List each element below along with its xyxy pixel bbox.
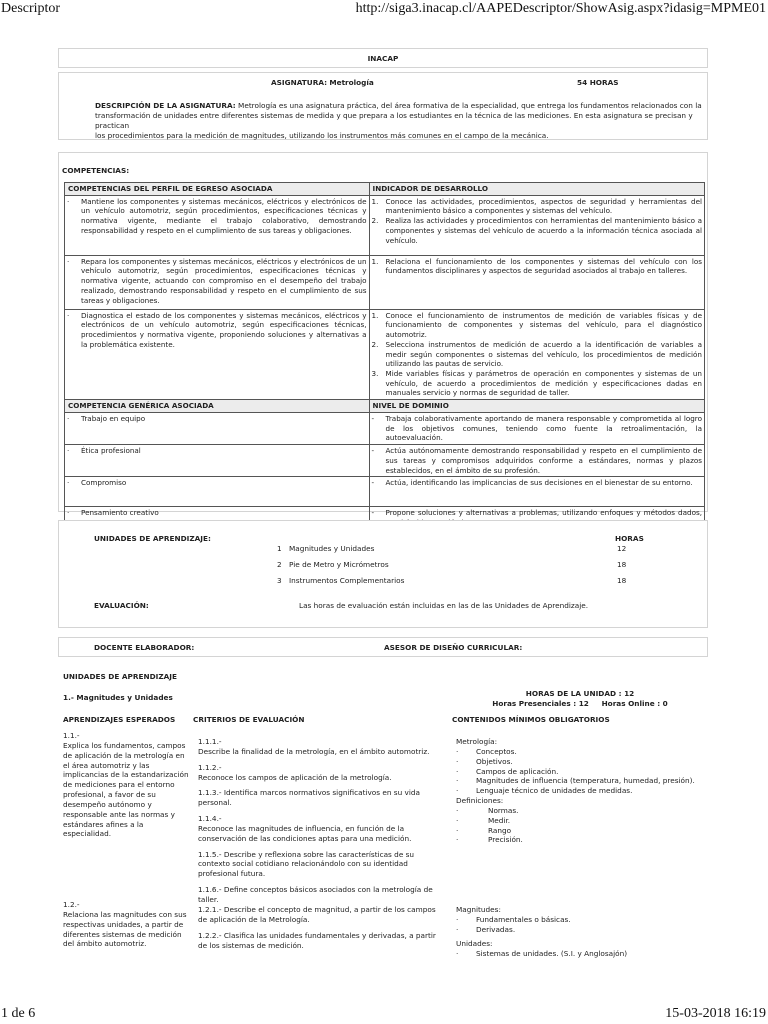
criterio-text: 1.1.3.- Identifica marcos normativos significativos en su vida personal. bbox=[198, 788, 420, 808]
bullet: · bbox=[456, 815, 459, 825]
docente-label: DOCENTE ELABORADOR: bbox=[94, 643, 195, 652]
criterios-1-2 bbox=[198, 905, 443, 950]
browser-url[interactable]: http://siga3.inacap.cl/AAPEDescriptor/ShowAsig.aspx?idasig=MPME01 bbox=[355, 1, 766, 16]
contenidos-heading: Unidades: bbox=[456, 939, 493, 948]
contenido-text: Normas. bbox=[488, 805, 519, 815]
generica-text: Compromiso bbox=[81, 478, 127, 488]
indicador-text: Mide variables físicas y parámetros de operación en componentes y sistemas de un vehículo, de acuerdo a procedimientos de medición y especificaciones dadas en manuales servicio y normas de seguridad de taller. bbox=[385, 369, 702, 398]
browser-title: Descriptor bbox=[1, 1, 61, 16]
contenido-text: Sistemas de unidades. (S.I. y Anglosajón) bbox=[476, 948, 628, 958]
list-number: 1. bbox=[371, 256, 379, 266]
list-item bbox=[198, 905, 443, 925]
bullet: · bbox=[456, 746, 459, 756]
table-row bbox=[65, 309, 705, 399]
aprendizaje-text: Relaciona las magnitudes con sus respectivas unidades, a partir de diferentes sistemas de medición del ámbito automotriz. bbox=[63, 909, 187, 949]
list-item bbox=[456, 816, 716, 826]
list-item bbox=[456, 757, 716, 767]
table-row bbox=[65, 195, 705, 255]
page-count: 1 de 6 bbox=[1, 1006, 36, 1021]
unidad-hours: 12 bbox=[617, 544, 627, 553]
contenidos-heading: Definiciones: bbox=[456, 796, 504, 805]
bullet: · bbox=[67, 508, 70, 518]
bullet: · bbox=[456, 924, 459, 934]
list-item bbox=[456, 776, 716, 786]
horas-presenciales: Horas Presenciales : 12 bbox=[492, 699, 589, 708]
evaluacion-label: EVALUACIÓN: bbox=[94, 601, 149, 610]
list-item bbox=[456, 925, 716, 935]
list-number: 3. bbox=[371, 369, 379, 379]
col-criterios: CRITERIOS DE EVALUACIÓN bbox=[193, 715, 305, 724]
nivel-text: Propone soluciones y alternativas a problemas, utilizando enfoques y métodos dados, bbox=[385, 508, 702, 518]
competencias-title: COMPETENCIAS: bbox=[62, 166, 130, 175]
contenidos-metrologia bbox=[456, 737, 716, 796]
contenido-text: Objetivos. bbox=[476, 756, 513, 766]
contenido-text: Medir. bbox=[488, 815, 511, 825]
contenido-text: Conceptos. bbox=[476, 746, 517, 756]
list-item bbox=[456, 835, 716, 845]
bullet: · bbox=[456, 948, 459, 958]
criterio-number: 1.1.4.- bbox=[198, 814, 222, 824]
unidad-name: Magnitudes y Unidades bbox=[289, 544, 375, 553]
descripcion-label: DESCRIPCIÓN DE LA ASIGNATURA: bbox=[95, 101, 236, 110]
evaluacion-text: Las horas de evaluación están incluidas en las de las Unidades de Aprendizaje. bbox=[299, 601, 589, 610]
asignatura-value: Metrología bbox=[329, 78, 374, 87]
criterio-text: 1.2.1.- Describe el concepto de magnitud, a partir de los campos de aplicación de la Metrología. bbox=[198, 905, 436, 924]
bullet: · bbox=[67, 478, 70, 488]
criterio-number: 1.1.2.- bbox=[198, 762, 222, 772]
unidades-box bbox=[58, 520, 708, 628]
bullet: · bbox=[456, 914, 459, 924]
unidad-name: Instrumentos Complementarios bbox=[289, 576, 405, 585]
criterio-text: Reconoce las magnitudes de influencia, en función de la conservación de las condiciones aptas para una medición. bbox=[198, 823, 412, 843]
criterios-1-1 bbox=[198, 737, 443, 905]
aprendizaje-1-1 bbox=[63, 731, 191, 839]
contenidos-heading: Magnitudes: bbox=[456, 905, 501, 914]
unidad-number: 1 bbox=[277, 544, 282, 553]
col-competencias-perfil: COMPETENCIAS DEL PERFIL DE EGRESO ASOCIADA bbox=[65, 183, 370, 196]
generica-text: Pensamiento creativo bbox=[81, 508, 159, 518]
contenido-text: Lenguaje técnico de unidades de medidas. bbox=[476, 786, 633, 796]
print-timestamp: 15-03-2018 16:19 bbox=[665, 1006, 766, 1021]
nivel-cell bbox=[369, 412, 704, 444]
col-contenidos: CONTENIDOS MÍNIMOS OBLIGATORIOS bbox=[452, 715, 610, 724]
descripcion-block bbox=[95, 101, 705, 140]
col-competencia-generica: COMPETENCIA GENÉRICA ASOCIADA bbox=[65, 400, 370, 413]
bullet: · bbox=[456, 776, 459, 786]
table-row bbox=[65, 255, 705, 309]
generica-cell bbox=[65, 445, 370, 477]
bullet: · bbox=[456, 766, 459, 776]
descripcion-line2: transformación de unidades entre diferentes sistemas de medida y que prepara a los estudiantes en la técnica de las mediciones. En esta asignatura se precisan y practican bbox=[95, 110, 693, 130]
indicador-cell bbox=[369, 195, 704, 255]
competencias-table bbox=[64, 182, 705, 541]
contenidos-unidades bbox=[456, 939, 716, 959]
col-nivel-dominio: NIVEL DE DOMINIO bbox=[369, 400, 704, 413]
indicador-text: Realiza las actividades y procedimientos con herramientas del mantenimiento básico a componentes y sistemas del vehículo de acuerdo a la información técnica asociada al vehículo. bbox=[385, 216, 702, 245]
aprendizaje-1-2 bbox=[63, 900, 191, 949]
horas-detalle bbox=[460, 699, 700, 709]
bullet: · bbox=[67, 256, 70, 266]
list-item bbox=[198, 885, 443, 905]
list-item bbox=[198, 737, 443, 757]
contenido-text: Rango bbox=[488, 825, 512, 835]
bullet: · bbox=[67, 446, 70, 456]
competencia-cell bbox=[65, 195, 370, 255]
criterio-text: Describe la finalidad de la metrología, en el ámbito automotriz. bbox=[198, 746, 430, 756]
criterio-text: Reconoce los campos de aplicación de la metrología. bbox=[198, 772, 392, 782]
list-item bbox=[198, 788, 443, 808]
competencias-box bbox=[58, 152, 708, 518]
col-aprendizajes: APRENDIZAJES ESPERADOS bbox=[63, 715, 176, 724]
nivel-cell bbox=[369, 477, 704, 507]
list-item bbox=[198, 763, 443, 783]
aprendizaje-number: 1.2.- bbox=[63, 900, 80, 909]
criterio-text: 1.2.2.- Clasifica las unidades fundamentales y derivadas, a partir de los sistemas de medición. bbox=[198, 930, 436, 950]
criterio-number: 1.1.1.- bbox=[198, 737, 222, 746]
contenido-text: Campos de aplicación. bbox=[476, 766, 559, 776]
competencia-text: Mantiene los componentes y sistemas mecánicos, eléctricos y electrónicos de un vehículo automotriz, según procedimientos, especificaciones técnicas y normativa vigente, mediante el trabajo colaborativo, demostrando responsabilidad y respeto en el cumplimiento de sus tareas y obligaciones. bbox=[81, 196, 367, 235]
unidad-name: Pie de Metro y Micrómetros bbox=[289, 560, 389, 569]
unidad-number: 3 bbox=[277, 576, 282, 585]
asignatura-row bbox=[271, 78, 374, 88]
indicador-cell bbox=[369, 255, 704, 309]
competencia-cell bbox=[65, 309, 370, 399]
generica-text: Ética profesional bbox=[81, 446, 141, 456]
table-row bbox=[65, 477, 705, 507]
indicador-cell bbox=[369, 309, 704, 399]
list-item bbox=[456, 949, 716, 959]
criterio-text: 1.1.5.- Describe y reflexiona sobre las características de su contexto social cotidiano relacionándolo con su identidad profesional futura. bbox=[198, 849, 415, 879]
detalle-title: UNIDADES DE APRENDIZAJE bbox=[63, 672, 177, 681]
asignatura-hours: 54 HORAS bbox=[577, 78, 619, 87]
asignatura-box bbox=[58, 72, 708, 140]
genericas-header-row bbox=[65, 400, 705, 413]
contenidos-magnitudes bbox=[456, 905, 716, 935]
bullet: · bbox=[456, 835, 459, 845]
unit-title: 1.- Magnitudes y Unidades bbox=[63, 693, 173, 702]
horas-online: Horas Online : 0 bbox=[601, 699, 668, 708]
bullet: - bbox=[371, 508, 375, 518]
competencia-text: Repara los componentes y sistemas mecánicos, eléctricos y electrónicos de un vehículo automotriz, según procedimientos, especificaciones técnicas y normativa vigente, actuando con compromiso en el desempeño del trabajo realizado, demostrando responsabilidad y respeto en el cumplimiento de sus tareas y obligaciones. bbox=[81, 256, 367, 305]
bullet: · bbox=[67, 310, 70, 320]
list-item bbox=[456, 786, 716, 796]
institution-box bbox=[58, 48, 708, 68]
descripcion-line3: los procedimientos para la medición de magnitudes, utilizando los instrumentos más comunes en el campo de la mecánica. bbox=[95, 130, 549, 140]
competencia-cell bbox=[65, 255, 370, 309]
horas-unidad: HORAS DE LA UNIDAD : 12 bbox=[525, 689, 635, 698]
indicador-text: Conoce las actividades, procedimientos, aspectos de seguridad y herramientas del mantenimiento básico a componentes y sistemas del vehículo. bbox=[385, 196, 702, 216]
bullet: · bbox=[456, 786, 459, 796]
contenido-text: Derivadas. bbox=[476, 924, 516, 934]
generica-text: Trabajo en equipo bbox=[81, 413, 146, 423]
bullet: · bbox=[67, 196, 70, 206]
list-item bbox=[198, 931, 443, 951]
list-item bbox=[198, 850, 443, 880]
institution-name: INACAP bbox=[367, 54, 399, 63]
unidad-hours: 18 bbox=[617, 560, 627, 569]
competencia-text: Diagnostica el estado de los componentes y sistemas mecánicos, eléctricos y electrónicos de un vehículo automotriz, según especificaciones técnicas, procedimientos y normativa vigente, proponiendo soluciones y alternativas a la problemática existente. bbox=[81, 310, 367, 349]
list-item bbox=[456, 806, 716, 816]
descripcion-line1: Metrología es una asignatura práctica, del área formativa de la especialidad, que entrega los fundamentos relacionados con la bbox=[238, 101, 702, 110]
table-row bbox=[65, 412, 705, 444]
unidad-hours: 18 bbox=[617, 576, 627, 585]
bullet: · bbox=[456, 805, 459, 815]
bullet: - bbox=[371, 413, 375, 423]
indicador-text: Relaciona el funcionamiento de los componentes y sistemas del vehículo con los fundamentos disciplinares y aspectos de seguridad asociados al trabajo en talleres. bbox=[385, 256, 702, 276]
contenido-text: Magnitudes de influencia (temperatura, humedad, presión). bbox=[476, 776, 695, 786]
nivel-cell bbox=[369, 445, 704, 477]
list-item bbox=[456, 915, 716, 925]
bullet: · bbox=[456, 756, 459, 766]
unidades-title: UNIDADES DE APRENDIZAJE: bbox=[94, 534, 211, 543]
nivel-text: Trabaja colaborativamente aportando de manera responsable y comprometida al logro de los objetivos comunes, teniendo como fuente la retroalimentación, la autoevaluación. bbox=[385, 413, 702, 443]
contenidos-heading: Metrología: bbox=[456, 737, 498, 746]
indicador-text: Conoce el funcionamiento de instrumentos de medición de variables físicas y de funcionamiento de componentes y sistemas del vehículo, para el diagnóstico automotriz. bbox=[385, 310, 702, 340]
contenido-text: Fundamentales o básicas. bbox=[476, 914, 571, 924]
list-item bbox=[456, 826, 716, 836]
indicador-text: Selecciona instrumentos de medición de acuerdo a la identificación de variables a medir según componentes o sistemas del vehículo, los procedimientos de medición utilizando las pautas de servicio. bbox=[385, 339, 702, 369]
criterio-text: 1.1.6.- Define conceptos básicos asociados con la metrología de taller. bbox=[198, 885, 433, 904]
list-item bbox=[456, 747, 716, 757]
docente-box bbox=[58, 637, 708, 657]
bullet: - bbox=[371, 478, 375, 488]
nivel-text: Actúa, identificando las implicancias de sus decisiones en el bienestar de su entorno. bbox=[385, 478, 693, 488]
unidad-number: 2 bbox=[277, 560, 282, 569]
contenido-text: Precisión. bbox=[488, 835, 523, 845]
bullet: · bbox=[456, 825, 459, 835]
table-row bbox=[65, 445, 705, 477]
unidades-hours-header: HORAS bbox=[615, 534, 644, 543]
generica-cell bbox=[65, 412, 370, 444]
list-number: 2. bbox=[371, 216, 379, 226]
list-number: 1. bbox=[371, 196, 379, 206]
aprendizaje-text: Explica los fundamentos, campos de aplicación de la metrología en el área automotriz y las implicancias de la estandarización de mediciones para el entorno profesional, a favor de su desempeño autónomo y responsable ante las normas y estándares afines a la especialidad. bbox=[63, 740, 189, 839]
bullet: - bbox=[371, 446, 375, 456]
contenidos-definiciones bbox=[456, 796, 716, 845]
list-number: 1. bbox=[371, 310, 379, 320]
competencias-header-row bbox=[65, 183, 705, 196]
col-indicador: INDICADOR DE DESARROLLO bbox=[369, 183, 704, 196]
asesor-label: ASESOR DE DISEÑO CURRICULAR: bbox=[384, 643, 523, 652]
asignatura-label: ASIGNATURA: bbox=[271, 78, 328, 87]
list-number: 2. bbox=[371, 339, 379, 349]
generica-cell bbox=[65, 477, 370, 507]
list-item bbox=[456, 767, 716, 777]
bullet: · bbox=[67, 413, 70, 423]
nivel-text: Actúa autónomamente demostrando responsabilidad y respeto en el cumplimiento de sus tareas y compromisos adquiridos conforme a estándares, normas y plazos establecidos, en el ámbito de su profesión. bbox=[385, 446, 702, 475]
aprendizaje-number: 1.1.- bbox=[63, 731, 80, 740]
list-item bbox=[198, 814, 443, 844]
